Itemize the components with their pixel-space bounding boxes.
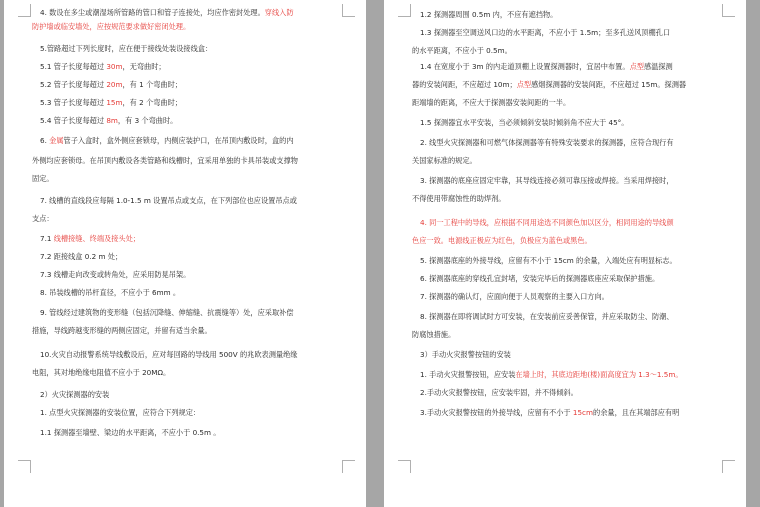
text-run: 外侧均应套锁母。在吊顶内敷设各类管路和线槽时，宜采用单独的卡具吊装或支撑物 — [32, 156, 298, 165]
crop-mark-bottom-left — [18, 460, 31, 473]
text-line — [412, 218, 724, 228]
text-run: 7. 探测器的确认灯，应面向便于人员观察的主要入口方向。 — [420, 292, 609, 301]
crop-mark-bottom-right — [342, 460, 355, 473]
text-line — [412, 80, 724, 90]
text-run: 2.手动火灾报警按钮，应安装牢固，并不得倾斜。 — [420, 388, 578, 397]
text-line — [412, 370, 724, 380]
crop-mark-bottom-right — [722, 460, 735, 473]
text-run: 的水平距离，不应小于 0.5m。 — [412, 46, 512, 55]
text-line — [412, 156, 724, 166]
text-line — [32, 174, 344, 184]
text-line — [32, 350, 344, 360]
text-line — [32, 252, 344, 262]
highlighted-text-run: 在墙上时，其底边距地(楼)面高度宜为 1.3～1.5m。 — [515, 370, 683, 379]
text-line — [32, 234, 344, 244]
text-run: 4. 数设在多尘或潮湿场所管路的管口和管子连接处，均应作密封处理。 — [40, 8, 265, 17]
text-run: 7. 线槽的直线段应每隔 1.0-1.5 m 设置吊点或支点，在下列部位也应设置吊点或 — [40, 196, 297, 205]
text-run: 2）火灾探测器的安装 — [40, 390, 110, 399]
highlighted-text-run: 色应一致。电源线正极应为红色，负极应为蓝色或黑色。 — [412, 236, 592, 245]
text-line — [32, 428, 344, 438]
text-line — [412, 46, 724, 56]
text-line — [32, 44, 344, 54]
highlighted-text-run: 穿线入防 — [264, 8, 294, 17]
text-run: 感烟探测器的安装间距，不应超过 15m。探测器 — [531, 80, 687, 89]
text-line — [412, 256, 724, 266]
text-run: 10.火灾自动报警系统导线敷设后，应对每回路的导线用 500V 的兆欧表测量绝缘 — [40, 350, 298, 359]
highlighted-text-run: 点型 — [629, 62, 644, 71]
text-run: 6. 探测器底座的穿线孔宜封堵，安装完毕后的探测器底座应采取保护措施。 — [420, 274, 660, 283]
text-run: 1.3 探测器至空调送风口边的水平距离，不应小于 1.5m；至多孔送风顶棚孔口 — [420, 28, 671, 37]
text-run: 5.2 管子长度每超过 — [40, 80, 107, 89]
text-line — [32, 326, 344, 336]
text-run: 不得使用带腐蚀性的助焊剂。 — [412, 194, 506, 203]
text-run: 7.2 距接线盒 0.2 m 处； — [40, 252, 123, 261]
text-run: 距端墙的距离，不应大于探测器安装间距的一半。 — [412, 98, 571, 107]
text-run: ，有 3 个弯曲时。 — [117, 116, 178, 125]
text-line — [412, 10, 724, 20]
highlighted-text-run: 30m — [106, 62, 123, 71]
text-line — [32, 116, 344, 126]
text-line — [412, 292, 724, 302]
text-line — [32, 390, 344, 400]
text-run: ，有 1 个弯曲时； — [122, 80, 182, 89]
text-run: 支点： — [32, 214, 54, 223]
text-run: 1.5 探测器宜水平安装，当必须倾斜安装时倾斜角不应大于 45°。 — [420, 118, 629, 127]
text-run: 固定。 — [32, 174, 54, 183]
text-line — [412, 330, 724, 340]
text-line — [32, 408, 344, 418]
text-line — [412, 118, 724, 128]
highlighted-text-run: 4. 同一工程中的导线，应根据不同用途选不同颜色加以区分，相同用途的导线颜 — [420, 218, 674, 227]
text-line — [412, 388, 724, 398]
text-run: 9. 管线经过建筑物的变形缝（包括沉降缝、伸缩缝、抗震缝等）处，应采取补偿 — [40, 308, 294, 317]
text-run: 3.手动火灾报警按钮的外接导线，应留有不小于 — [420, 408, 573, 417]
text-line — [32, 98, 344, 108]
crop-mark-top-left — [398, 4, 411, 17]
crop-mark-bottom-left — [398, 460, 411, 473]
text-line — [412, 28, 724, 38]
text-run: 1. 点型火灾探测器的安装位置，应符合下列规定： — [40, 408, 201, 417]
highlighted-text-run: 20m — [106, 80, 123, 89]
crop-mark-top-left — [18, 4, 31, 17]
text-run: 5. 探测器底座的外接导线，应留有不小于 15cm 的余量，入端处应有明显标志。 — [420, 256, 677, 265]
text-line — [32, 214, 344, 224]
text-run: 防腐蚀措施。 — [412, 330, 456, 339]
text-line — [412, 194, 724, 204]
text-run: 3）手动火灾报警按钮的安装 — [420, 350, 511, 359]
highlighted-text-run: 点型 — [516, 80, 532, 89]
text-line — [412, 312, 724, 322]
text-line — [32, 8, 344, 18]
text-run: 电阻，其对地绝缘电阻值不应小于 20MΩ。 — [32, 368, 171, 377]
highlighted-text-run: 防护墙或临安墙处，应按规范要求做好密闭处理。 — [32, 22, 191, 31]
text-run: 5.4 管子长度每超过 — [40, 116, 107, 125]
text-run: 5.1 管子长度每超过 — [40, 62, 107, 71]
text-line — [412, 62, 724, 72]
text-run: 6. — [40, 136, 50, 145]
text-line — [32, 288, 344, 298]
text-line — [32, 308, 344, 318]
text-line — [32, 156, 344, 166]
text-line — [412, 138, 724, 148]
text-line — [32, 62, 344, 72]
text-run: 管子入盒时，盒外侧应套锁母，内侧应装护口，在吊顶内敷设时，盒的内 — [63, 136, 294, 145]
text-line — [32, 196, 344, 206]
text-run: 的余量，且在其端部应有明 — [593, 408, 680, 417]
text-run: 措施，导线跨越变形缝的两侧应固定，并留有适当余量。 — [32, 326, 212, 335]
text-run: 8. 探测器在即将调试时方可安装，在安装前应妥善保管，并应采取防尘、防潮、 — [420, 312, 674, 321]
text-line — [32, 270, 344, 280]
text-run: 8. 吊装线槽的吊杆直径，不应小于 6mm 。 — [40, 288, 181, 297]
text-line — [32, 136, 344, 146]
text-run: ，无弯曲时； — [122, 62, 166, 71]
text-line — [32, 80, 344, 90]
text-run: ，有 2 个弯曲时； — [122, 98, 182, 107]
highlighted-text-run: 金属 — [49, 136, 64, 145]
text-run: 1. 手动火灾报警按钮，应安装 — [420, 370, 516, 379]
document-page-right — [384, 0, 746, 507]
text-run: 1.4 在宽度小于 3m 的内走道顶棚上设置探测器时，宜居中布置。 — [420, 62, 630, 71]
text-run: 关国家标准的规定。 — [412, 156, 477, 165]
text-run: 7.3 线槽走向改变或转角处，应采用防晃吊架。 — [40, 270, 191, 279]
text-line — [412, 236, 724, 246]
text-line — [32, 368, 344, 378]
text-run: 感温探测 — [643, 62, 673, 71]
text-line — [412, 408, 724, 418]
document-page-left — [4, 0, 366, 507]
text-run: 3. 探测器的底座应固定牢靠，其导线连接必须可靠压接或焊接。当采用焊接时， — [420, 176, 674, 185]
text-line — [412, 274, 724, 284]
text-run: 器的安装间距，不应超过 10m； — [412, 80, 517, 89]
text-line — [412, 176, 724, 186]
text-line — [412, 350, 724, 360]
text-run: 1.1 探测器至墙壁、梁边的水平距离，不应小于 0.5m 。 — [40, 428, 221, 437]
text-run: 7.1 — [40, 234, 54, 243]
text-line — [32, 22, 344, 32]
highlighted-text-run: 线槽接缝、终端及接头处； — [53, 234, 140, 243]
highlighted-text-run: 15cm — [572, 408, 594, 417]
highlighted-text-run: 8m — [106, 116, 118, 125]
text-run: 1.2 探测器周围 0.5m 内，不应有遮挡物。 — [420, 10, 558, 19]
text-run: 5.3 管子长度每超过 — [40, 98, 107, 107]
text-run: 5.管路超过下列长度时，应在便于接线处装设接线盒： — [40, 44, 213, 53]
highlighted-text-run: 15m — [106, 98, 123, 107]
text-line — [412, 98, 724, 108]
text-run: 2. 线型火灾探测器和可燃气体探测器等有特殊安装要求的探测器，应符合现行有 — [420, 138, 674, 147]
